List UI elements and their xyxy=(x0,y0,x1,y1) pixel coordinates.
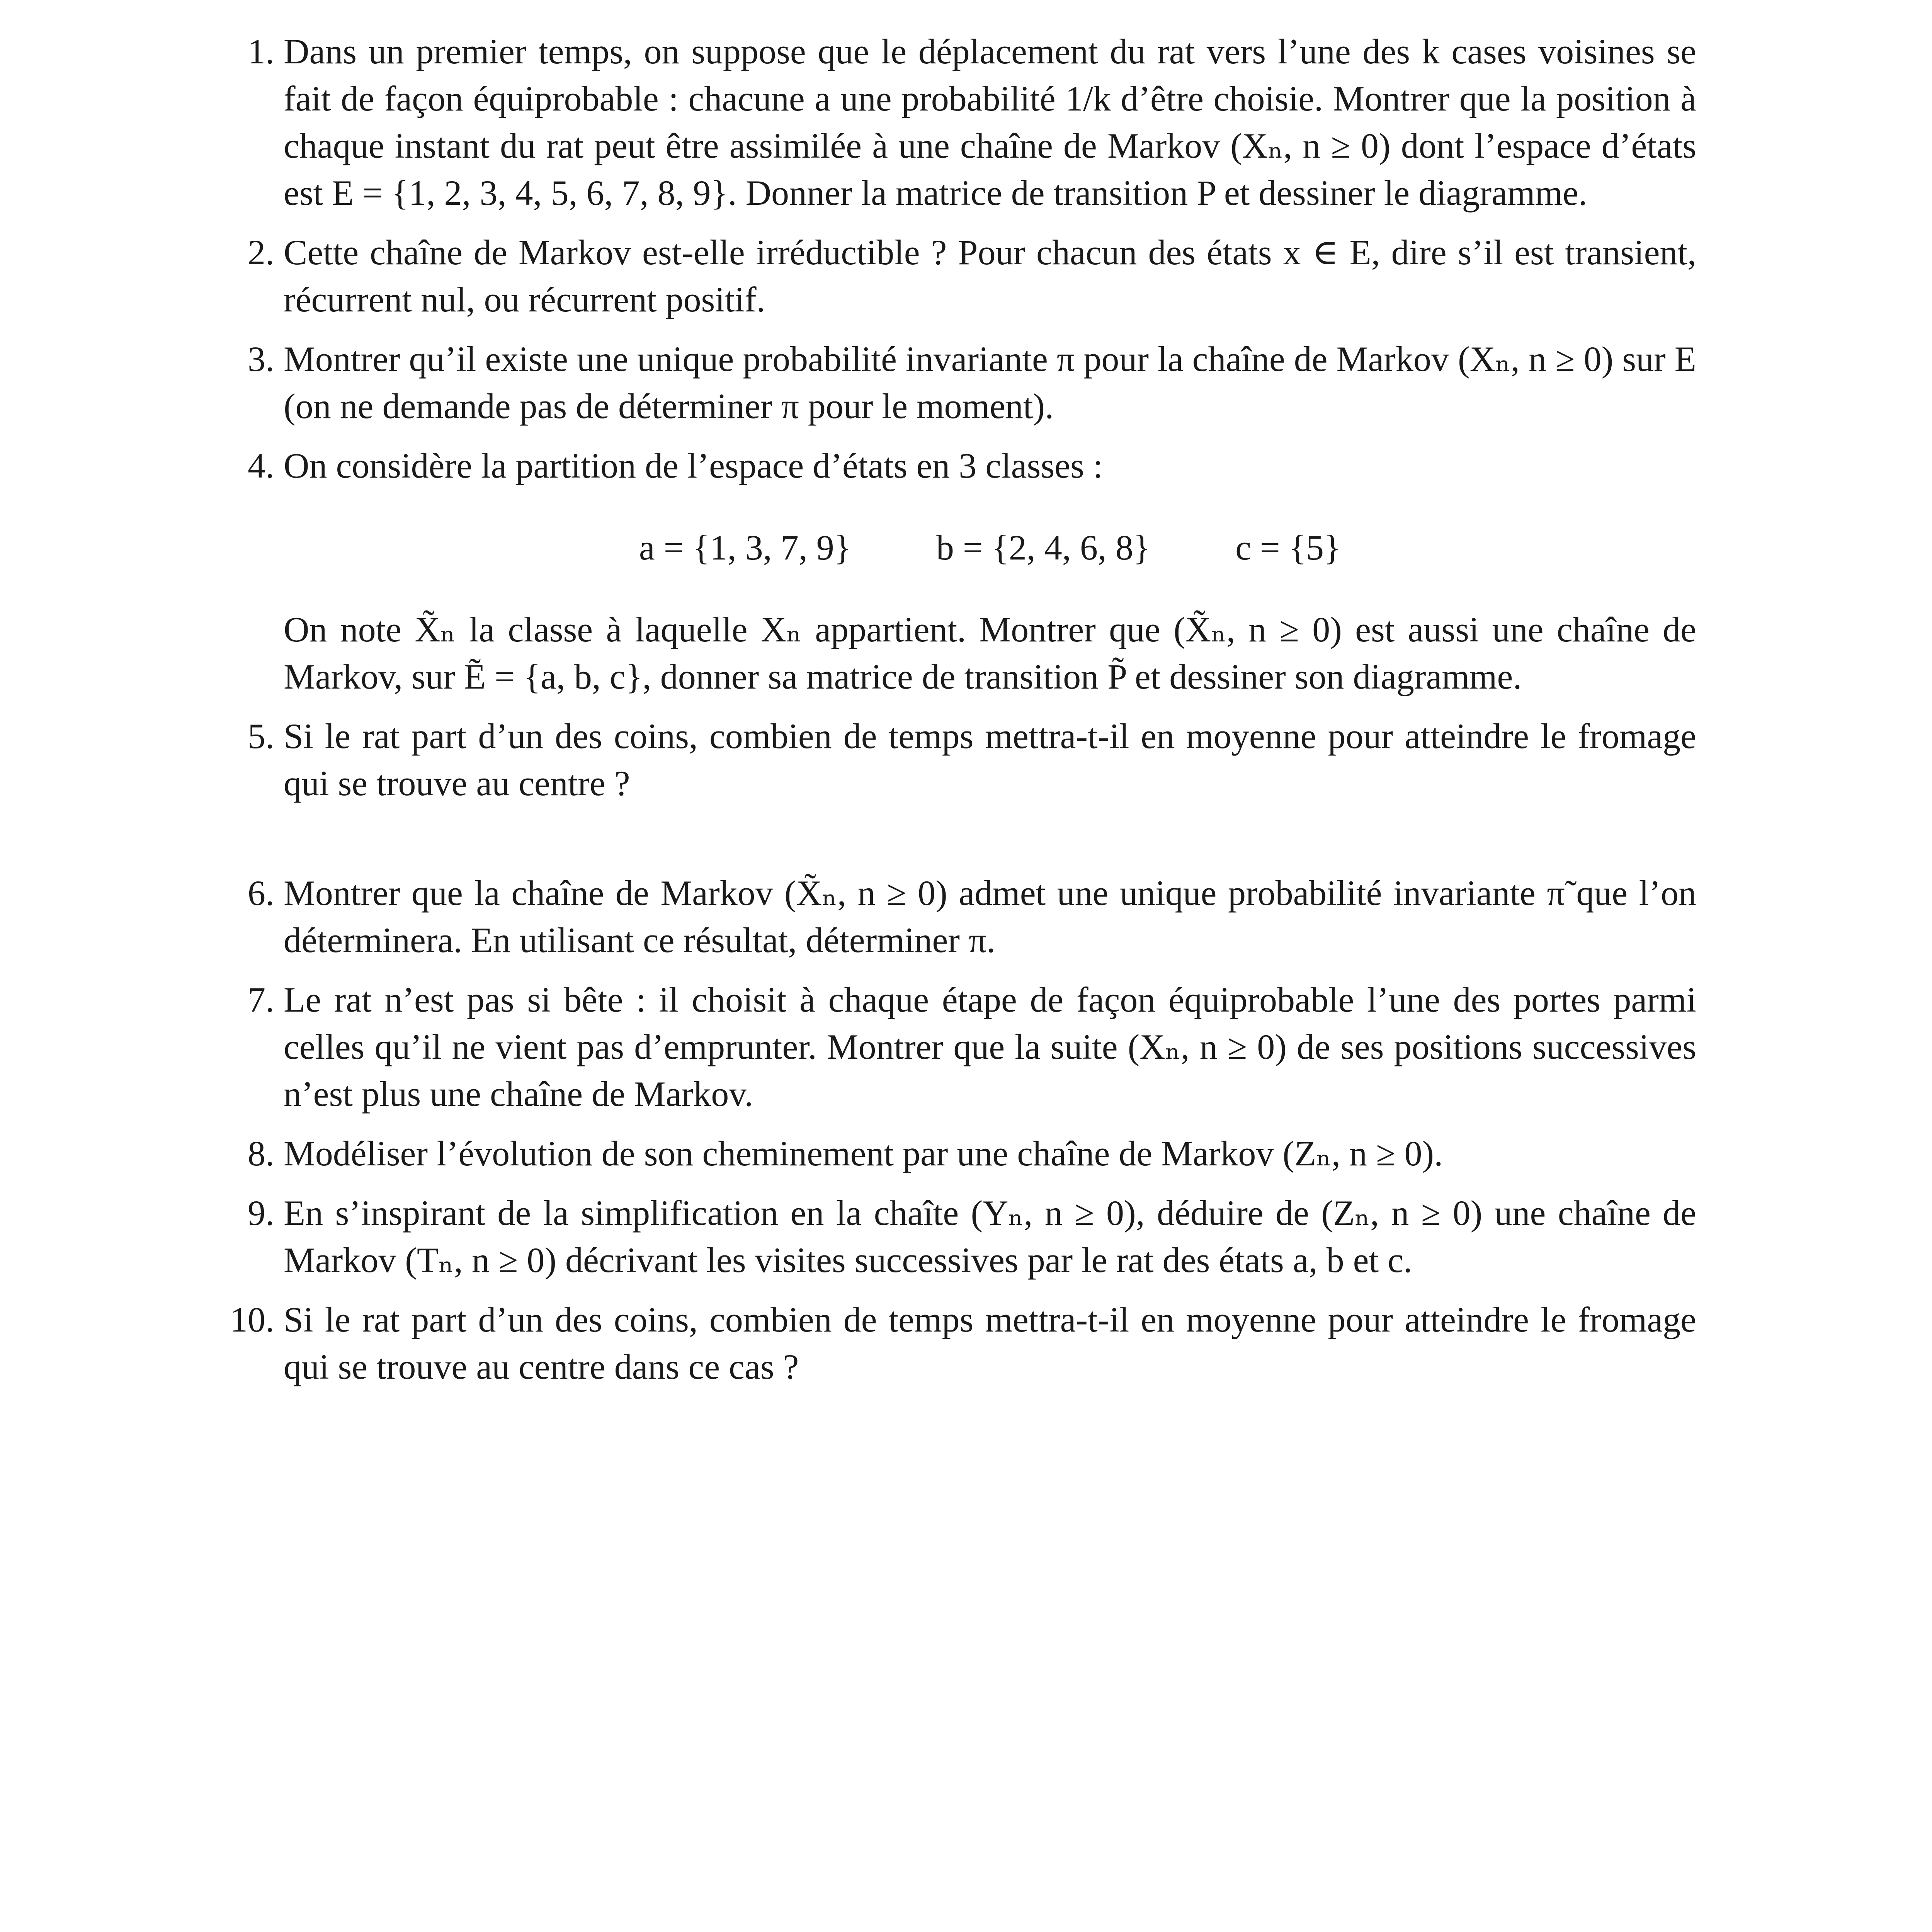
section-gap xyxy=(216,819,1696,869)
question-2 xyxy=(216,229,1696,323)
question-text: Cette chaîne de Markov est-elle irréductible ? Pour chacun des états x ∈ E, dire s’il est transient, récurrent nul, ou récurrent positif. xyxy=(284,233,1696,319)
question-1 xyxy=(216,28,1696,216)
question-text: Montrer qu’il existe une unique probabilité invariante π pour la chaîne de Markov (Xₙ, n ≥ 0) sur E (on ne demande pas de déterminer π pour le moment). xyxy=(284,339,1696,426)
question-number: 6. xyxy=(248,873,274,913)
question-text: Dans un premier temps, on suppose que le déplacement du rat vers l’une des k cases voisines se fait de façon équiprobable : chacune a une probabilité 1/k d’être choisie. Montrer que la position à chaque instant du rat peut être assimilée à une chaîne de Markov (Xₙ, n ≥ 0) dont l’espace d’états est E = {1, 2, 3, 4, 5, 6, 7, 8, 9}. Donner la matrice de transition P et dessiner le diagramme. xyxy=(284,32,1696,213)
exercise-list xyxy=(216,28,1696,1403)
class-a: a = {1, 3, 7, 9} xyxy=(639,528,851,567)
question-6 xyxy=(216,869,1696,964)
question-text: On considère la partition de l’espace d’états en 3 classes : xyxy=(284,446,1103,485)
question-text: Si le rat part d’un des coins, combien de temps mettra-t-il en moyenne pour atteindre le fromage qui se trouve au centre dans ce cas ? xyxy=(284,1300,1696,1386)
question-number: 7. xyxy=(248,980,274,1019)
question-text: On note X̃ₙ la classe à laquelle Xₙ appartient. Montrer que (X̃ₙ, n ≥ 0) est aussi une chaîne de Markov, sur Ẽ = {a, b, c}, donner sa matrice de transition P̃ et dessiner son diagramme. xyxy=(284,610,1696,696)
question-text: Modéliser l’évolution de son cheminement par une chaîne de Markov (Zₙ, n ≥ 0). xyxy=(284,1134,1443,1173)
question-3 xyxy=(216,335,1696,430)
question-4 xyxy=(216,442,1696,489)
question-5 xyxy=(216,713,1696,807)
question-9 xyxy=(216,1189,1696,1284)
question-4-continued xyxy=(216,606,1696,700)
question-number: 2. xyxy=(248,233,274,272)
partition-classes xyxy=(216,524,1696,571)
question-number: 1. xyxy=(248,32,274,71)
question-number: 8. xyxy=(248,1134,274,1173)
question-number: 4. xyxy=(248,446,274,485)
question-7 xyxy=(216,976,1696,1117)
question-text: En s’inspirant de la simplification en la chaîte (Yₙ, n ≥ 0), déduire de (Zₙ, n ≥ 0) une chaîne de Markov (Tₙ, n ≥ 0) décrivant les visites successives par le rat des états a, b et c. xyxy=(284,1193,1696,1280)
question-number: 9. xyxy=(248,1193,274,1233)
class-c: c = {5} xyxy=(1235,528,1341,567)
question-8 xyxy=(216,1130,1696,1177)
question-text: Montrer que la chaîne de Markov (X̃ₙ, n ≥ 0) admet une unique probabilité invariante π̃ que l’on déterminera. En utilisant ce résultat, déterminer π. xyxy=(284,873,1696,960)
question-number: 3. xyxy=(248,339,274,379)
class-b: b = {2, 4, 6, 8} xyxy=(936,528,1151,567)
question-text: Si le rat part d’un des coins, combien de temps mettra-t-il en moyenne pour atteindre le fromage qui se trouve au centre ? xyxy=(284,716,1696,803)
question-10 xyxy=(216,1296,1696,1390)
question-text: Le rat n’est pas si bête : il choisit à chaque étape de façon équiprobable l’une des portes parmi celles qu’il ne vient pas d’emprunter. Montrer que la suite (Xₙ, n ≥ 0) de ses positions successives n’est plus une chaîne de Markov. xyxy=(284,980,1696,1114)
question-number: 5. xyxy=(248,716,274,756)
question-number: 10. xyxy=(230,1300,274,1339)
